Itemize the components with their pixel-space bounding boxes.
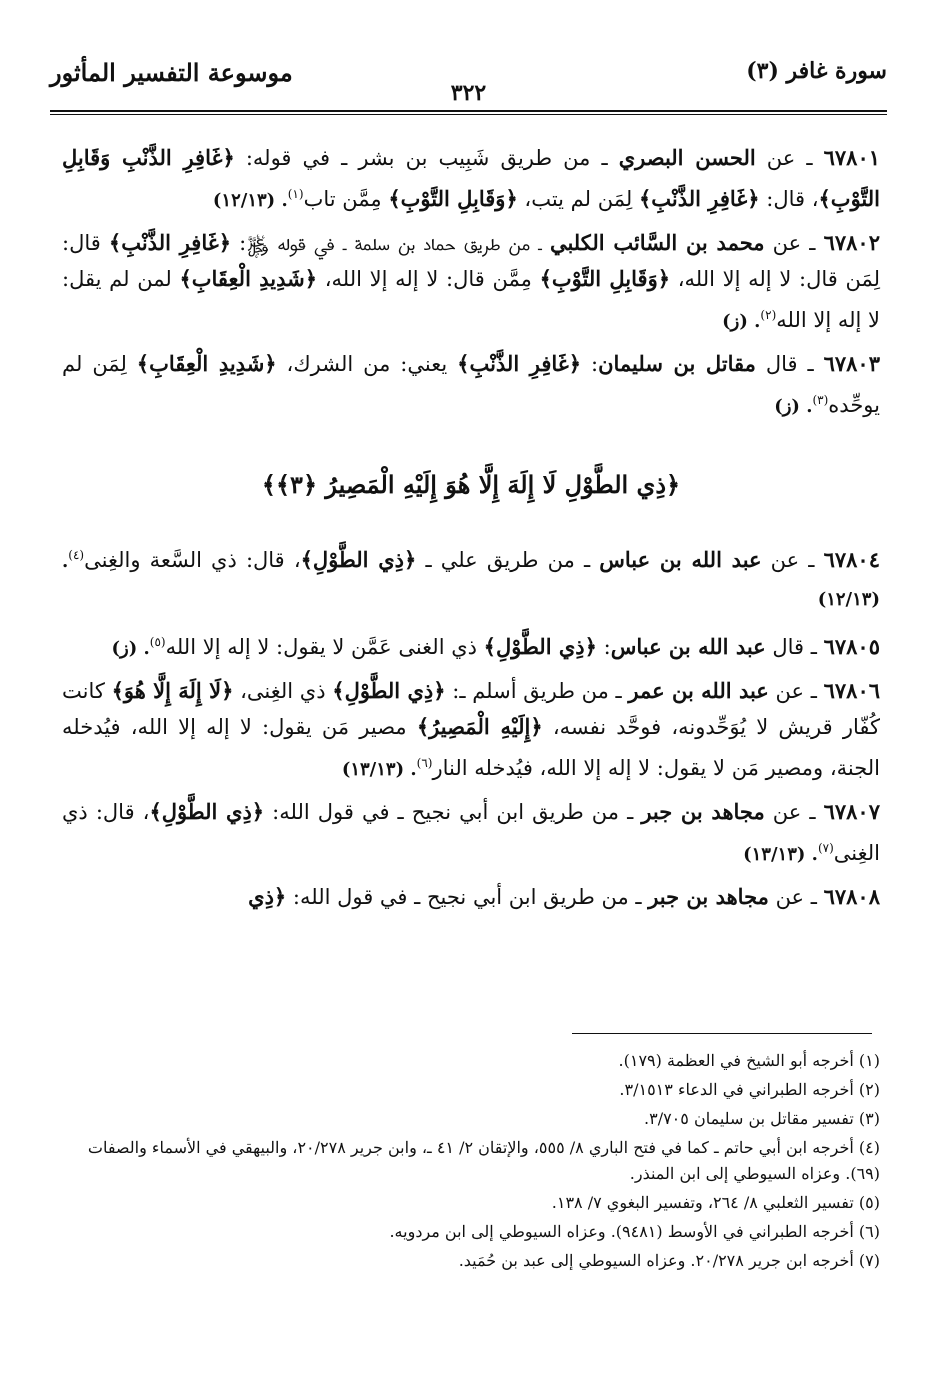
narrator-name: عبد الله بن عباس: [599, 547, 762, 572]
quran-quote: ﴿إِلَيْهِ الْمَصِيرُ﴾: [416, 714, 543, 739]
verse-heading: ﴿ذِي الطَّوْلِ لَا إِلَهَ إِلَّا هُوَ إِلَيْهِ الْمَصِيرُ ﴿٣﴾﴾: [261, 470, 681, 499]
entry: [62, 537, 880, 618]
page-number: ٣٢٢: [450, 80, 487, 106]
quran-quote: ﴿وَقَابِلِ التَّوْبِ﴾: [539, 266, 671, 291]
entry-text: ذي الغنى عَمَّن لا يقول: لا إله إلا الله: [165, 635, 484, 659]
quran-quote: ﴿ذِي: [248, 884, 287, 909]
footnote-marker[interactable]: (٦): [416, 756, 433, 770]
entry-text: :: [581, 352, 599, 376]
quran-quote: ﴿غَافِرِ الذَّنْبِ﴾: [638, 186, 760, 211]
entry-number: ٦٧٨٠٤: [823, 547, 880, 572]
entry-text: لمن لم يقل: لا إله إلا الله: [62, 267, 880, 332]
entry-text: يعني: من الشرك،: [276, 352, 458, 376]
entry: [62, 879, 880, 915]
entry-text: ، قال: ذي السَّعة والغِنى: [84, 548, 301, 572]
volume-reference: . (ز): [111, 638, 150, 659]
quran-quote: ﴿غَافِرِ الذَّنْبِ﴾: [108, 230, 232, 255]
entry: [62, 225, 880, 340]
entry-text: قال: لِمَن قال: لا إله إلا الله،: [62, 231, 881, 291]
entry-text: كانت كُفّار قريش لا يُوَحِّدونه، فوحَّد نفسه،: [62, 679, 880, 739]
footnote-divider: [572, 1033, 872, 1034]
entry-text: ـ من طريق ابن أبي نجيح ـ في قول الله:: [264, 800, 642, 824]
footnote-marker[interactable]: (٢): [760, 308, 777, 322]
volume-reference: . (١٣/١٣): [341, 759, 417, 780]
volume-reference: . (١٢/١٣): [62, 551, 880, 610]
quran-quote: ﴿شَدِيدِ الْعِقَابِ﴾: [179, 266, 318, 291]
volume-reference: . (ز): [722, 311, 761, 332]
entry-text: ـ عن: [768, 885, 824, 909]
narrator-name: مجاهد بن جبر: [648, 884, 769, 909]
entry-text: لِمَن لم يتب،: [517, 187, 639, 211]
entry-text: ـ من طريق أسلم ـ:: [445, 679, 629, 703]
entry: [62, 346, 880, 425]
narrator-name: عبد الله بن عباس: [610, 634, 766, 659]
quran-quote: ﴿ذِي الطَّوْلِ﴾: [149, 799, 265, 824]
entry-text: ، قال:: [759, 187, 819, 211]
quran-quote: ﴿وَقَابِلِ التَّوْبِ﴾: [388, 186, 518, 211]
entry: [62, 794, 880, 873]
footnote-marker[interactable]: (٧): [817, 841, 834, 855]
volume-reference: . (١٣/١٣): [743, 844, 818, 865]
entry-text: ـ قال: [755, 352, 824, 376]
narrator-name: مجاهد بن جبر: [641, 799, 765, 824]
entry-text: مِمَّن قال: لا إله إلا الله،: [317, 267, 540, 291]
entry-number: ٦٧٨٠٧: [823, 799, 880, 824]
page-header: [50, 58, 887, 118]
footnote: (١) أخرجه أبو الشيخ في العظمة (١٧٩).: [618, 1051, 880, 1070]
entry-number: ٦٧٨٠٨: [823, 884, 880, 909]
footnote-marker[interactable]: (٤): [68, 548, 85, 562]
footnote: (٢) أخرجه الطبراني في الدعاء ٣/١٥١٣.: [619, 1080, 880, 1099]
volume-reference: . (ز): [774, 396, 813, 417]
header-rule: [50, 110, 887, 112]
quran-quote: ﴿شَدِيدِ الْعِقَابِ﴾: [136, 351, 277, 376]
footnote: (٤) أخرجه ابن أبي حاتم ـ كما في فتح الباري ٨/ ٥٥٥، والإتقان ٢/ ٤١ ـ، وابن جرير ٢٠/٢٧٨، والبيهقي في الأسماء والصفات (٦٩). وعزاه السيوطي إلى ابن المنذر.: [87, 1138, 880, 1183]
quran-quote: ﴿ذِي الطَّوْلِ﴾: [483, 634, 597, 659]
quran-quote: ﴿غَافِرِ الذَّنْبِ﴾: [457, 351, 582, 376]
footnote: (٦) أخرجه الطبراني في الأوسط (٩٤٨١). وعزاه السيوطي إلى ابن مردويه.: [389, 1222, 880, 1241]
entry-number: ٦٧٨٠٥: [823, 634, 880, 659]
footnote-marker[interactable]: (٥): [149, 635, 166, 649]
quran-quote: ﴿ذِي الطَّوْلِ﴾: [300, 547, 417, 572]
volume-reference: . (١٢/١٣): [212, 190, 288, 211]
page-body: [62, 140, 880, 921]
entry-text: ، قال: ذي الغِنى: [62, 800, 880, 865]
narrator-name: مقاتل بن سليمان: [598, 351, 756, 376]
footnote: (٧) أخرجه ابن جرير ٢٠/٢٧٨. وعزاه السيوطي إلى عبد بن حُمَيد.: [458, 1251, 880, 1270]
entry: [62, 673, 880, 788]
entry-text: ـ عن: [761, 548, 824, 572]
header-rule-thin: [50, 114, 887, 115]
entry-text: ـ من طريق علي ـ: [416, 548, 600, 572]
entry-text: ـ عن: [764, 231, 824, 255]
entry: [62, 140, 880, 219]
quran-quote: ﴿ذِي الطَّوْلِ﴾: [332, 678, 446, 703]
entry-text: ذي الغِنى،: [233, 679, 333, 703]
footnotes: [62, 1048, 880, 1277]
entry-text: ـ عن: [768, 679, 824, 703]
entry-text: مصير مَن يقول: لا إله إلا الله، فيُدخله الجنة، ومصير مَن لا يقول: لا إله إلا الله، فيُدخله النار: [62, 715, 880, 780]
chapter-title: سورة غافر (٣): [746, 58, 887, 84]
entry-text: :: [596, 635, 611, 659]
entry-text: ـ عن: [755, 146, 824, 170]
footnote: (٣) تفسير مقاتل بن سليمان ٣/٧٠٥.: [644, 1109, 880, 1128]
narrator-name: الحسن البصري: [618, 145, 756, 170]
entry-text: ـ قال: [765, 635, 824, 659]
entry-number: ٦٧٨٠١: [823, 145, 881, 170]
entry-number: ٦٧٨٠٢: [823, 230, 880, 255]
quran-quote: ﴿غَافِرِ الذَّنْبِ وَقَابِلِ التَّوْبِ﴾: [62, 145, 880, 211]
entry-text: ـ من طريق حماد بن سلمة ـ في قوله ﷿:: [231, 231, 550, 255]
quran-quote: ﴿لَا إِلَهَ إِلَّا هُوَ﴾: [111, 678, 234, 703]
entry-text: ـ من طريق ابن أبي نجيح ـ في قول الله:: [286, 885, 649, 909]
entry-text: لِمَن لم يوحِّده: [62, 352, 880, 417]
book-title: موسوعة التفسير المأثور: [50, 58, 293, 87]
footnote-marker[interactable]: (٣): [812, 393, 829, 407]
entry-number: ٦٧٨٠٦: [823, 678, 881, 703]
entry-text: مِمَّن تاب: [303, 187, 389, 211]
footnote-marker[interactable]: (١): [287, 187, 304, 201]
narrator-name: محمد بن السَّائب الكلبي: [549, 230, 765, 255]
narrator-name: عبد الله بن عمر: [628, 678, 769, 703]
entry-text: ـ عن: [764, 800, 824, 824]
entry: [62, 624, 880, 667]
entry-text: ـ من طريق شَبِيب بن بشر ـ في قوله:: [234, 146, 619, 170]
entry-number: ٦٧٨٠٣: [823, 351, 880, 376]
footnote: (٥) تفسير الثعلبي ٨/ ٢٦٤، وتفسير البغوي ٧/ ١٣٨.: [551, 1193, 880, 1212]
